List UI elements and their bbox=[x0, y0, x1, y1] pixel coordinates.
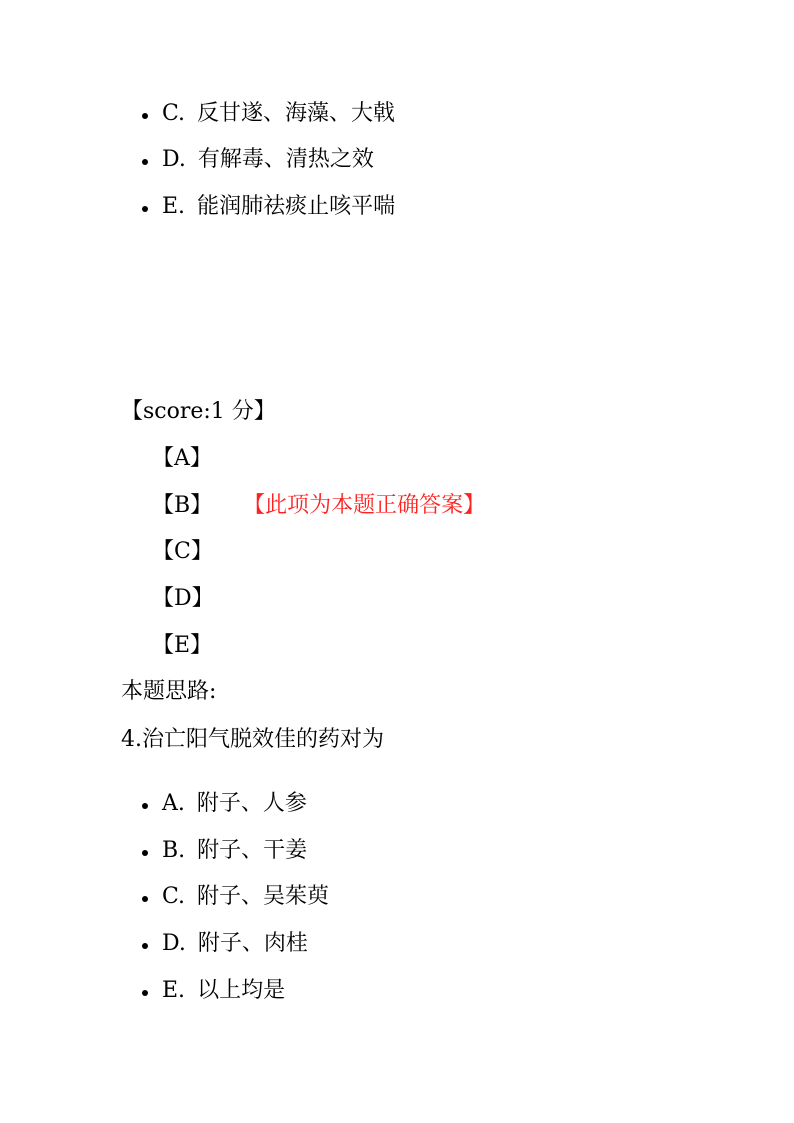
option-letter: A. bbox=[162, 791, 185, 816]
option-text: 附子、人参 bbox=[196, 791, 307, 816]
bullet-icon bbox=[142, 803, 148, 809]
bullet-icon bbox=[142, 943, 148, 949]
q3-option-c bbox=[142, 99, 395, 129]
option-text: 反甘遂、海藻、大戟 bbox=[197, 101, 396, 126]
bullet-icon bbox=[142, 113, 148, 119]
option-text: 以上均是 bbox=[197, 978, 286, 1003]
q4-option-d bbox=[142, 929, 308, 959]
answer-e: 【E】 bbox=[152, 633, 213, 658]
option-letter: C. bbox=[162, 884, 186, 909]
q3-option-d bbox=[142, 145, 374, 175]
answer-d: 【D】 bbox=[152, 586, 214, 611]
score-label: 【score:1 分】 bbox=[121, 399, 276, 424]
bullet-icon bbox=[142, 159, 148, 165]
answer-c: 【C】 bbox=[152, 539, 213, 564]
bullet-icon bbox=[142, 896, 148, 902]
answer-b bbox=[152, 491, 485, 521]
option-text: 附子、吴茱萸 bbox=[197, 884, 330, 909]
q4-option-a bbox=[142, 789, 307, 819]
option-text: 附子、干姜 bbox=[197, 838, 308, 863]
bullet-icon bbox=[142, 990, 148, 996]
q4-question: 4.治亡阳气脱效佳的药对为 bbox=[121, 727, 384, 752]
option-text: 能润肺祛痰止咳平喘 bbox=[197, 194, 396, 219]
q3-option-e bbox=[142, 192, 395, 222]
thinking-label: 本题思路: bbox=[121, 679, 217, 704]
bullet-icon bbox=[142, 206, 148, 212]
option-letter: E. bbox=[162, 978, 186, 1003]
option-text: 有解毒、清热之效 bbox=[197, 147, 374, 172]
bullet-icon bbox=[142, 850, 148, 856]
option-letter: B. bbox=[162, 838, 186, 863]
option-letter: D. bbox=[162, 931, 186, 956]
q4-option-c bbox=[142, 882, 329, 912]
q4-option-b bbox=[142, 836, 307, 866]
correct-answer-tag: 【此项为本题正确答案】 bbox=[254, 493, 486, 518]
option-letter: D. bbox=[162, 147, 186, 172]
option-text: 附子、肉桂 bbox=[197, 931, 308, 956]
answer-b-label: 【B】 bbox=[152, 493, 213, 518]
answer-a: 【A】 bbox=[152, 446, 212, 471]
q4-option-e bbox=[142, 976, 285, 1006]
option-letter: C. bbox=[162, 101, 186, 126]
option-letter: E. bbox=[162, 194, 186, 219]
